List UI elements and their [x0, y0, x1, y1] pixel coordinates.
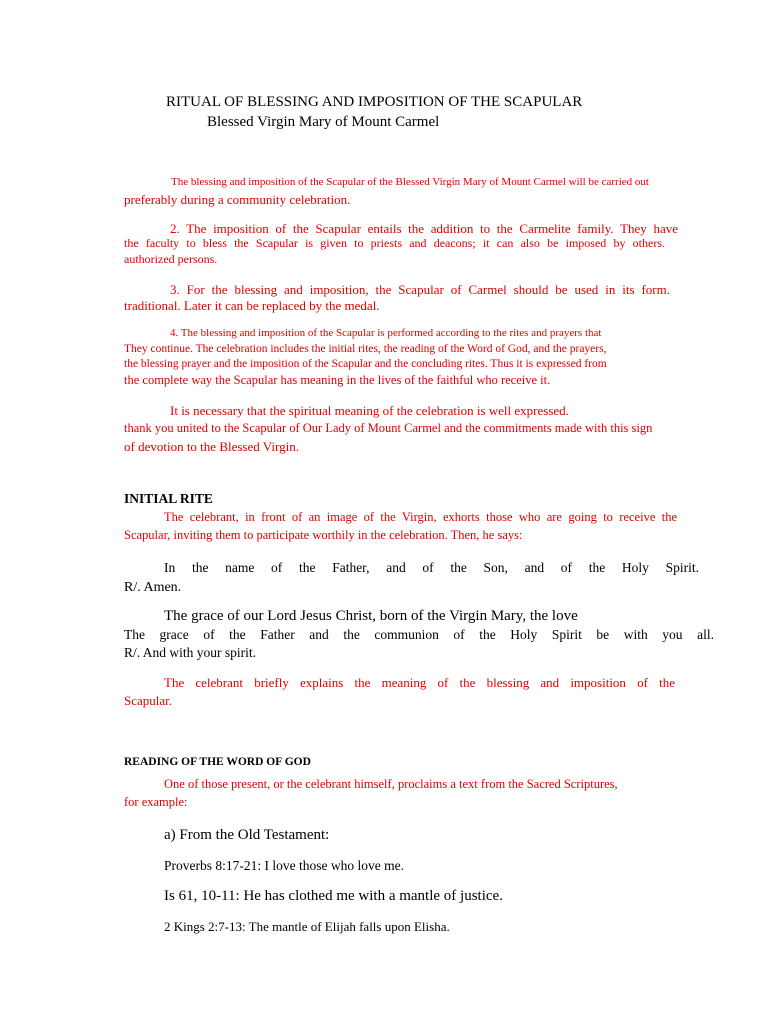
sign-of-cross-line1: In the name of the Father, and of the Son, and of the Holy Spirit.: [164, 560, 699, 575]
page-subtitle: Blessed Virgin Mary of Mount Carmel: [207, 114, 440, 130]
intro-p2-line2: the faculty to bless the Scapular is given to priests and deacons; it can also be imposed by others.: [124, 236, 665, 250]
intro-p2-line1: 2. The imposition of the Scapular entails the addition to the Carmelite family. They have: [170, 221, 678, 236]
intro-p4-line2: They continue. The celebration includes the initial rites, the reading of the Word of God, and the prayers,: [124, 343, 607, 355]
old-testament-heading: a) From the Old Testament:: [164, 827, 330, 843]
reading-rubric-line2: for example:: [124, 795, 188, 809]
intro-p4-line3: the blessing prayer and the imposition of the Scapular and the concluding rites. Thus it is expressed from: [124, 358, 607, 370]
page-title: RITUAL OF BLESSING AND IMPOSITION OF THE SCAPULAR: [166, 94, 583, 110]
reading-rubric-line1: One of those present, or the celebrant himself, proclaims a text from the Sacred Scriptures,: [164, 777, 618, 791]
intro-p5-line3: of devotion to the Blessed Virgin.: [124, 439, 299, 454]
initial-rite-rubric2-line1: The celebrant briefly explains the meaning of the blessing and imposition of the: [164, 675, 675, 690]
initial-rite-rubric2-line2: Scapular.: [124, 693, 173, 708]
intro-p3-line2: traditional. Later it can be replaced by the medal.: [124, 298, 380, 313]
greeting-response: R/. And with your spirit.: [124, 645, 257, 660]
intro-p1-line2: preferably during a community celebration.: [124, 192, 351, 207]
intro-p5-line2: thank you united to the Scapular of Our Lady of Mount Carmel and the commitments made with this sign: [124, 421, 653, 435]
intro-p5-line1: It is necessary that the spiritual meaning of the celebration is well expressed.: [170, 403, 569, 418]
reading-heading: READING OF THE WORD OF GOD: [124, 756, 311, 768]
intro-p4-line1: 4. The blessing and imposition of the Scapular is performed according to the rites and prayers that: [170, 327, 602, 339]
initial-rite-heading: INITIAL RITE: [124, 491, 213, 506]
intro-p2-line3: authorized persons.: [124, 252, 218, 266]
sign-of-cross-response: R/. Amen.: [124, 580, 182, 595]
intro-p1-line1: The blessing and imposition of the Scapular of the Blessed Virgin Mary of Mount Carmel will be carried out: [171, 176, 649, 188]
intro-p3-line1: 3. For the blessing and imposition, the Scapular of Carmel should be used in its form.: [170, 282, 670, 297]
greeting-line1: The grace of our Lord Jesus Christ, born of the Virgin Mary, the love: [164, 608, 578, 624]
initial-rite-rubric1-line2: Scapular, inviting them to participate worthily in the celebration. Then, he says:: [124, 528, 523, 542]
reading-item-proverbs: Proverbs 8:17-21: I love those who love me.: [164, 858, 404, 873]
reading-item-isaiah: Is 61, 10-11: He has clothed me with a mantle of justice.: [164, 888, 503, 904]
greeting-line2: The grace of the Father and the communion of the Holy Spirit be with you all.: [124, 627, 714, 642]
initial-rite-rubric1-line1: The celebrant, in front of an image of the Virgin, exhorts those who are going to receive the: [164, 510, 677, 524]
reading-item-kings: 2 Kings 2:7-13: The mantle of Elijah falls upon Elisha.: [164, 919, 450, 934]
intro-p4-line4: the complete way the Scapular has meaning in the lives of the faithful who receive it.: [124, 373, 551, 387]
